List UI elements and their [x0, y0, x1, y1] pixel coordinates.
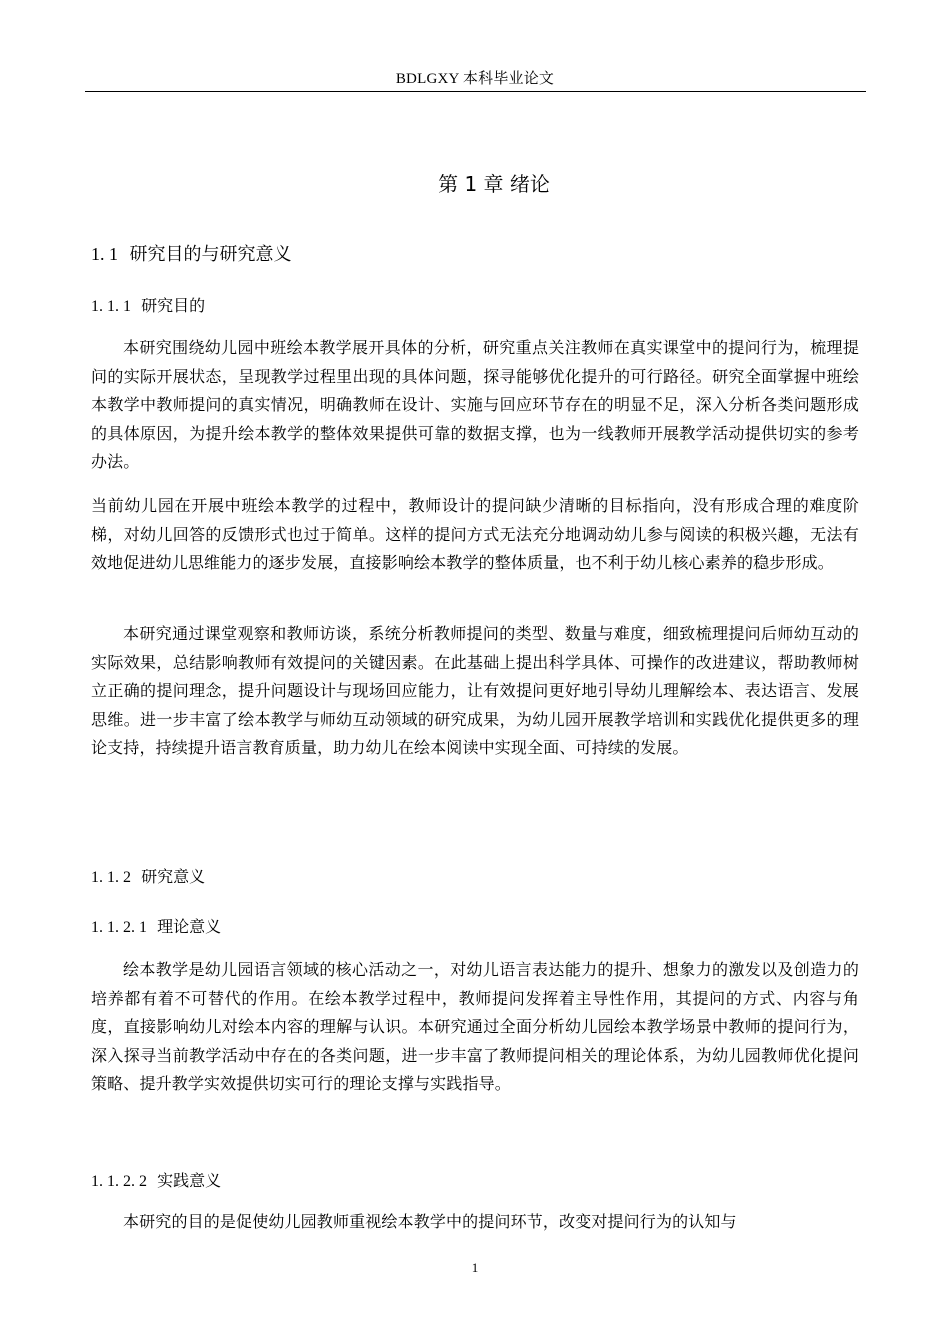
section-title: 研究目的与研究意义 [129, 244, 292, 265]
running-header: BDLGXY 本科毕业论文 [395, 71, 555, 87]
paragraph: 本研究通过课堂观察和教师访谈，系统分析教师提问的类型、数量与难度，细致梳理提问后师幼互动的实际效果，总结影响教师有效提问的关键因素。在此基础上提出科学具体、可操作的改进建议，帮助教师树立正确的提问理念，提升问题设计与现场回应能力，让有效提问更好地引导幼儿理解绘本、表达语言、发展思维。进一步丰富了绘本教学与师幼互动领域的研究成果，为幼儿园开展教学培训和实践优化提供更多的理论支持，持续提升语言教育质量，助力幼儿在绘本阅读中实现全面、可持续的发展。 [91, 624, 859, 758]
paragraph: 绘本教学是幼儿园语言领域的核心活动之一，对幼儿语言表达能力的提升、想象力的激发以及创造力的培养都有着不可替代的作用。在绘本教学过程中，教师提问发挥着主导性作用，其提问的方式、内容与角度，直接影响幼儿对绘本内容的理解与认识。本研究通过全面分析幼儿园绘本教学场景中教师的提问行为，深入探寻当前教学活动中存在的各类问题，进一步丰富了教师提问相关的理论体系，为幼儿园教师优化提问策略、提升教学实效提供切实可行的理论支撑与实践指导。 [91, 960, 859, 1094]
page-number: 1 [471, 1260, 479, 1275]
section-number: 1. 1 [91, 244, 118, 264]
section-heading-1-1-1 [91, 295, 205, 318]
section-heading-1-1-2 [91, 866, 205, 889]
section-title: 实践意义 [157, 1171, 222, 1190]
header-rule [85, 91, 866, 92]
section-heading-1-1-2-1 [91, 916, 221, 939]
section-number: 1. 1. 2. 1 [91, 919, 147, 936]
section-number: 1. 1. 2 [91, 869, 131, 886]
section-number: 1. 1. 2. 2 [91, 1173, 147, 1190]
section-title: 研究目的 [141, 296, 206, 315]
chapter-title: 第 1 章 绪论 [438, 172, 550, 196]
section-number: 1. 1. 1 [91, 298, 131, 315]
section-title: 研究意义 [141, 867, 206, 886]
section-title: 理论意义 [157, 917, 222, 936]
paragraph: 本研究的目的是促使幼儿园教师重视绘本教学中的提问环节，改变对提问行为的认知与 [123, 1212, 737, 1231]
section-heading-1-1 [91, 242, 291, 267]
paragraph: 当前幼儿园在开展中班绘本教学的过程中，教师设计的提问缺少清晰的目标指向，没有形成合理的难度阶梯，对幼儿回答的反馈形式也过于简单。这样的提问方式无法充分地调动幼儿参与阅读的积极兴趣，无法有效地促进幼儿思维能力的逐步发展，直接影响绘本教学的整体质量，也不利于幼儿核心素养的稳步形成。 [91, 496, 859, 573]
section-heading-1-1-2-2 [91, 1170, 221, 1193]
paragraph: 本研究围绕幼儿园中班绘本教学展开具体的分析，研究重点关注教师在真实课堂中的提问行为，梳理提问的实际开展状态，呈现教学过程里出现的具体问题，探寻能够优化提升的可行路径。研究全面掌握中班绘本教学中教师提问的真实情况，明确教师在设计、实施与回应环节存在的明显不足，深入分析各类问题形成的具体原因，为提升绘本教学的整体效果提供可靠的数据支撑，也为一线教师开展教学活动提供切实的参考办法。 [91, 338, 859, 472]
